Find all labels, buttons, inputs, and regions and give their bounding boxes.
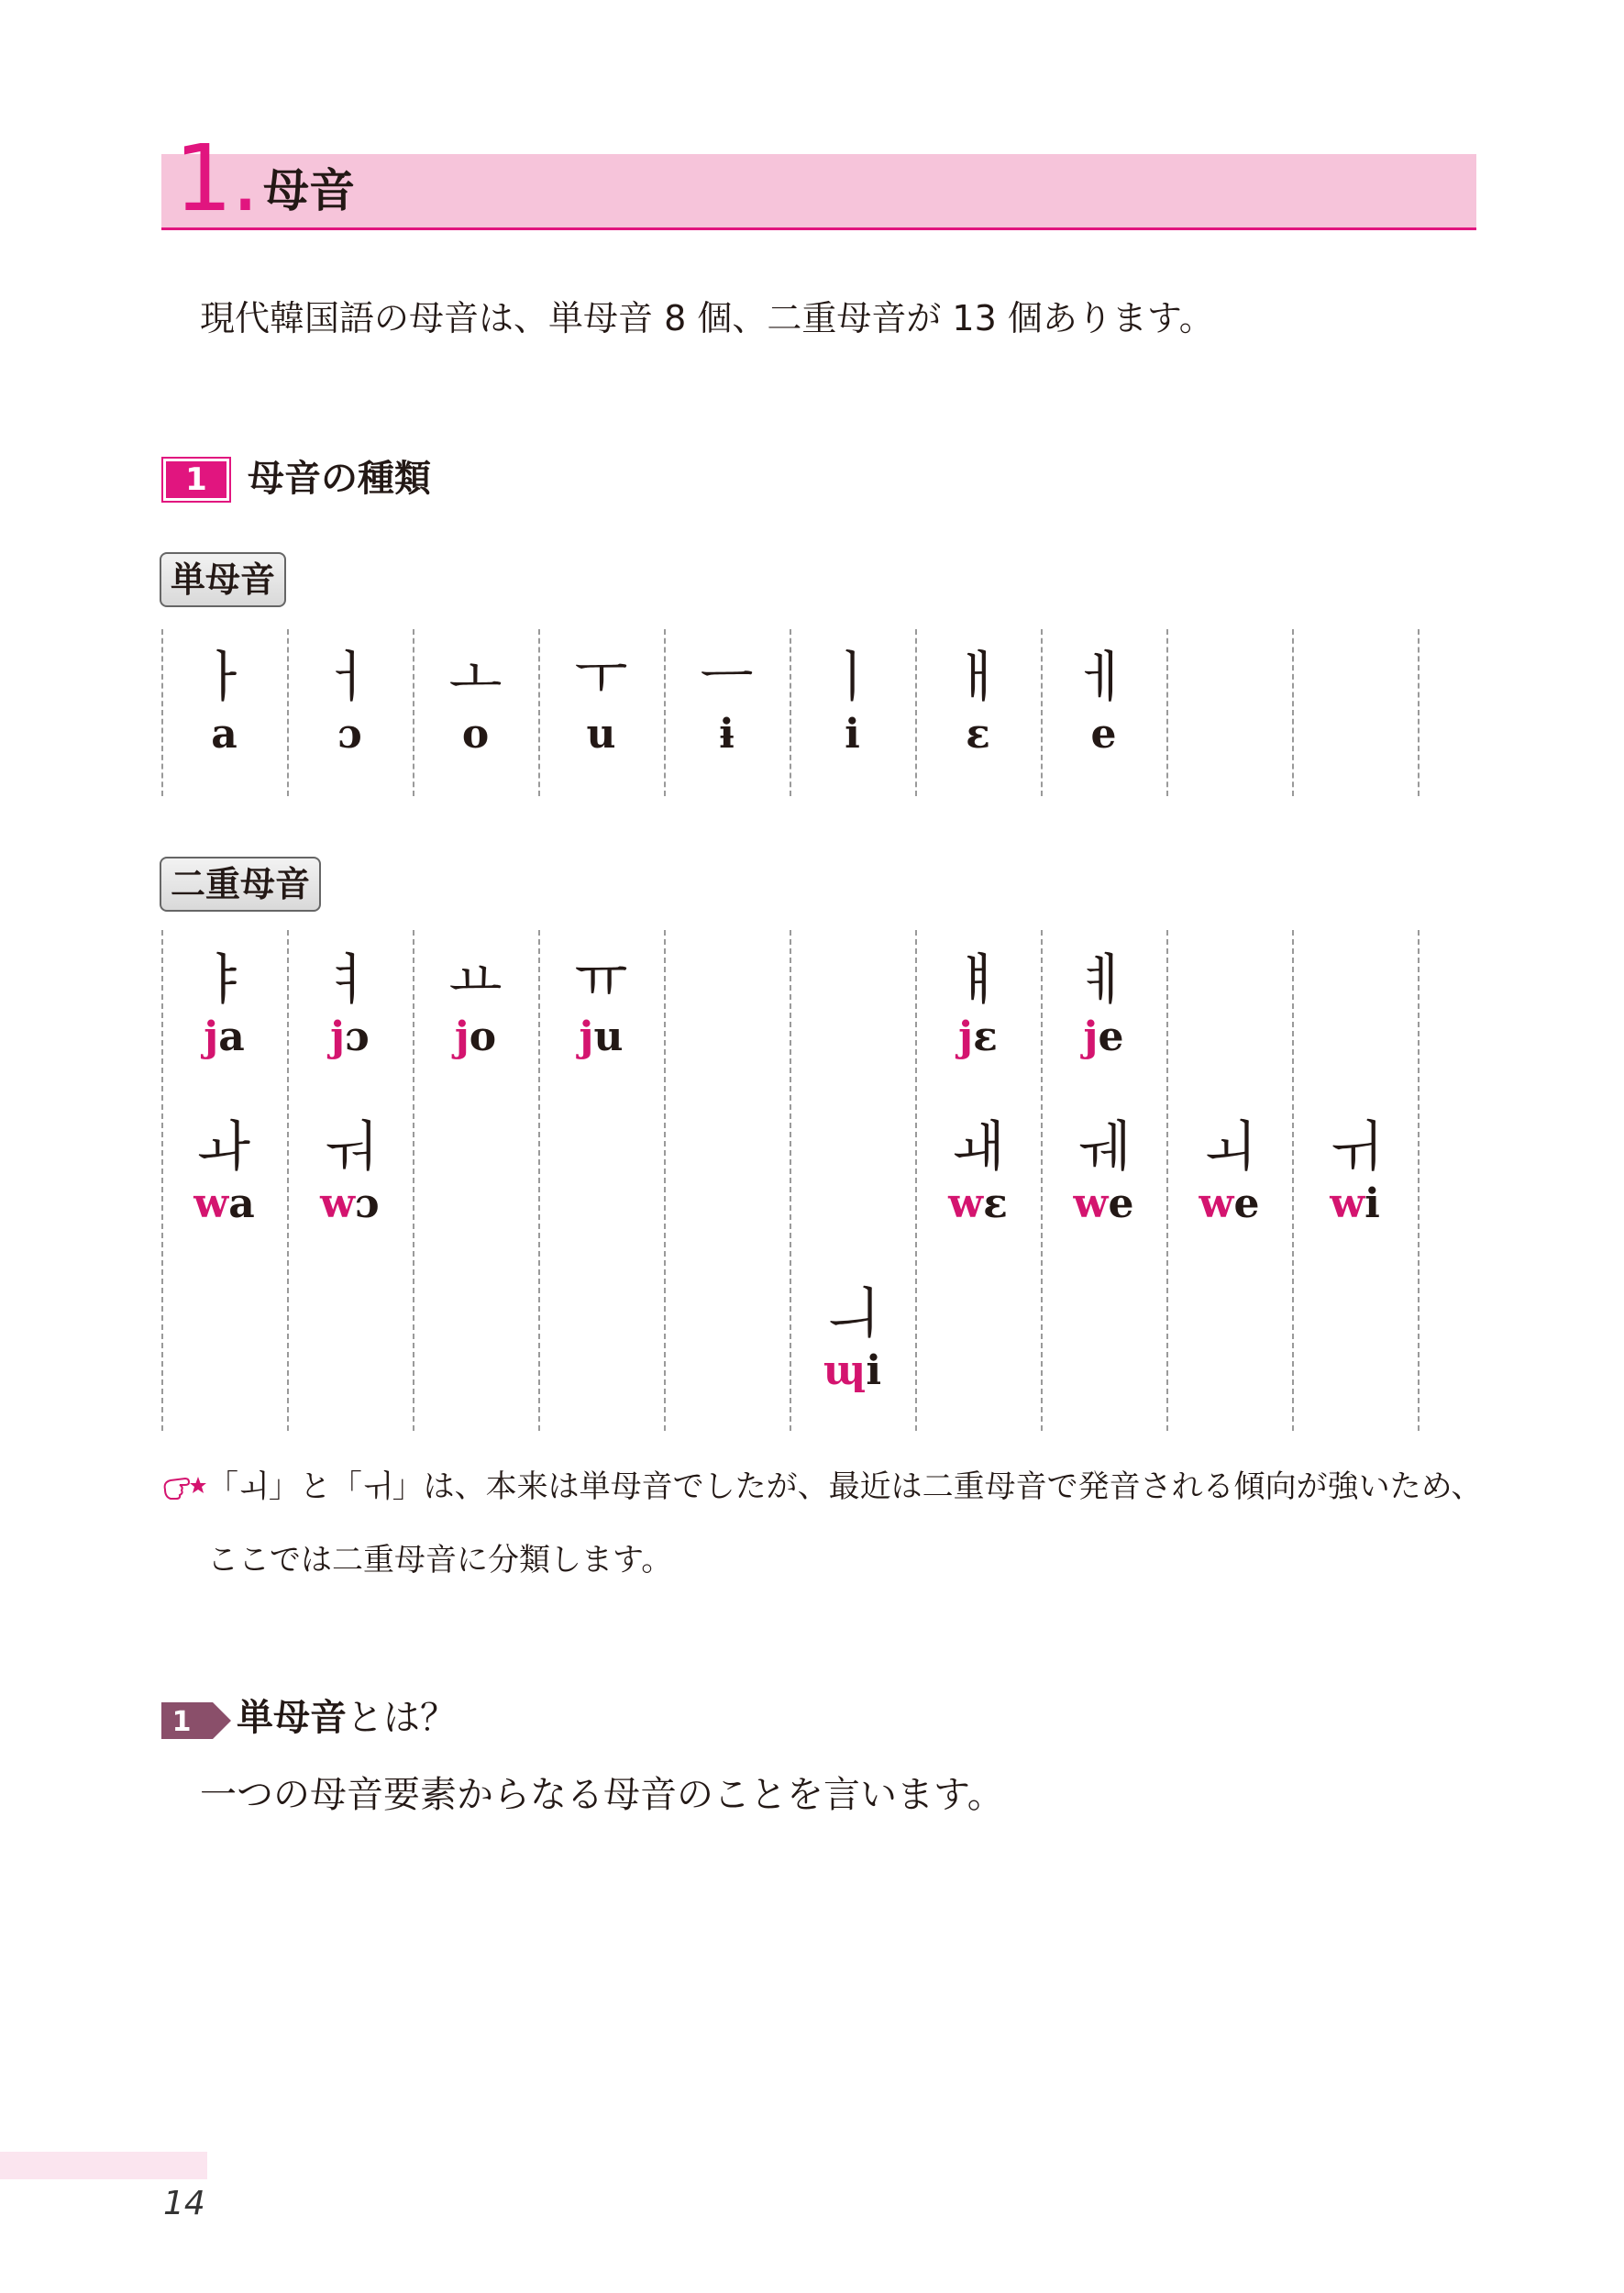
- hangul-letter: ㅢ: [825, 1282, 879, 1346]
- romanization: [161, 1180, 287, 1229]
- note-line-2: ここでは二重母音に分類します。: [207, 1542, 673, 1579]
- romanization: [538, 1013, 664, 1062]
- glide: j: [958, 1014, 974, 1060]
- glide: j: [454, 1014, 470, 1060]
- vowel: i: [1364, 1180, 1380, 1227]
- romanization: [1292, 1180, 1418, 1229]
- monophthong-cell: [287, 646, 413, 759]
- glide: w: [193, 1180, 229, 1227]
- grid-divider: [1418, 629, 1420, 796]
- romanization: [161, 1013, 287, 1062]
- romanization: [790, 1346, 915, 1396]
- vowel: ɔ: [345, 1014, 370, 1060]
- monophthong-cell: [161, 646, 287, 759]
- diphthong-cell: [161, 948, 287, 1062]
- footer-band: [0, 2152, 207, 2179]
- hangul-letter: ㅒ: [951, 948, 1005, 1013]
- hangul-letter: ㅘ: [197, 1115, 251, 1180]
- vowel: ɛ: [983, 1180, 1008, 1227]
- monophthong-cell: [790, 646, 915, 759]
- diphthong-cell: [915, 948, 1041, 1062]
- grid-divider: [1418, 930, 1420, 1431]
- romanization: i: [845, 711, 860, 758]
- romanization: [1041, 1013, 1166, 1062]
- diphthong-cell: [1166, 1115, 1292, 1229]
- monophthong-cell: [915, 646, 1041, 759]
- romanization: [915, 1013, 1041, 1062]
- vowel: o: [469, 1014, 497, 1060]
- diphthong-cell: [538, 948, 664, 1062]
- section-number-badge: 1: [161, 457, 231, 503]
- grid-divider: [1166, 629, 1168, 796]
- hangul-letter: ㅞ: [1077, 1115, 1131, 1180]
- pointing-hand-icon: [161, 1469, 207, 1506]
- vowel: e: [1108, 1180, 1134, 1227]
- romanization: [915, 1180, 1041, 1229]
- hangul-letter: ㅔ: [1077, 646, 1131, 710]
- point-title-bold: 単母音: [237, 1697, 347, 1739]
- hangul-letter: ㅣ: [825, 646, 879, 710]
- romanization: ɛ: [966, 711, 990, 758]
- glide: w: [948, 1180, 984, 1227]
- hangul-letter: ㅓ: [323, 646, 377, 710]
- vowel: i: [866, 1347, 882, 1394]
- glide: w: [1073, 1180, 1109, 1227]
- romanization: [413, 1013, 538, 1062]
- grid-divider: [1292, 629, 1294, 796]
- glide: w: [1199, 1180, 1234, 1227]
- hangul-letter: ㅗ: [448, 646, 503, 710]
- hangul-letter: ㅐ: [951, 646, 1005, 710]
- section-title: 母音の種類: [248, 458, 431, 500]
- glide: j: [579, 1014, 594, 1060]
- hangul-letter: ㅠ: [574, 948, 628, 1013]
- glide: w: [1330, 1180, 1365, 1227]
- hangul-letter: ㅏ: [197, 646, 251, 710]
- hangul-letter: ㅟ: [1328, 1115, 1382, 1180]
- diphthong-cell: [1041, 1115, 1166, 1229]
- diphthong-cell: [287, 948, 413, 1062]
- monophthong-cell: [1041, 646, 1166, 759]
- vowel: a: [218, 1014, 245, 1060]
- diphthong-label: 二重母音: [160, 857, 321, 912]
- glide: ɰ: [823, 1347, 867, 1394]
- diphthong-cell: [287, 1115, 413, 1229]
- hangul-letter: ㅙ: [951, 1115, 1005, 1180]
- hangul-letter: ㅑ: [197, 948, 251, 1013]
- page-number: 14: [163, 2185, 205, 2222]
- hangul-letter: ㅖ: [1077, 948, 1131, 1013]
- romanization: e: [1090, 711, 1117, 758]
- glide: j: [204, 1014, 219, 1060]
- romanization: ɨ: [719, 711, 735, 758]
- intro-text: 現代韓国語の母音は、単母音 8 個、二重母音が 13 個あります。: [200, 298, 1214, 338]
- diphthong-cell: [790, 1282, 915, 1396]
- diphthong-cell: [161, 1115, 287, 1229]
- vowel: a: [228, 1180, 255, 1227]
- romanization: u: [586, 711, 616, 758]
- romanization: a: [211, 711, 238, 758]
- point-number-badge: [161, 1702, 231, 1739]
- diphthong-cell: [1292, 1115, 1418, 1229]
- hangul-letter: ㅝ: [323, 1115, 377, 1180]
- monophthong-cell: [413, 646, 538, 759]
- hangul-letter: ㅜ: [574, 646, 628, 710]
- hangul-letter: ㅡ: [700, 646, 754, 710]
- point-title-rest: とは？: [347, 1697, 457, 1739]
- point-number: 1: [171, 1706, 192, 1738]
- diphthong-cell: [413, 948, 538, 1062]
- vowel: ɛ: [973, 1014, 998, 1060]
- glide: w: [320, 1180, 356, 1227]
- hangul-letter: ㅕ: [323, 948, 377, 1013]
- romanization: [287, 1013, 413, 1062]
- chapter-header-band: [161, 154, 1476, 230]
- point-title: [237, 1693, 457, 1743]
- vowel: u: [593, 1014, 624, 1060]
- monophthong-cell: [538, 646, 664, 759]
- romanization: o: [461, 711, 490, 758]
- chapter-title: 母音: [263, 164, 355, 217]
- monophthong-label: 単母音: [160, 552, 286, 607]
- romanization: [1166, 1180, 1292, 1229]
- vowel: ɔ: [355, 1180, 380, 1227]
- diphthong-cell: [915, 1115, 1041, 1229]
- grid-divider: [664, 930, 666, 1431]
- romanization: [287, 1180, 413, 1229]
- diphthong-cell: [1041, 948, 1166, 1062]
- vowel: e: [1233, 1180, 1260, 1227]
- hangul-letter: ㅛ: [448, 948, 503, 1013]
- chapter-number: 1.: [174, 125, 259, 232]
- note-line-1: 「ㅚ」と「ㅟ」は、本来は単母音でしたが、最近は二重母音で発音される傾向が強いため、: [207, 1468, 1483, 1505]
- glide: j: [330, 1014, 346, 1060]
- romanization: ɔ: [337, 711, 362, 758]
- romanization: [1041, 1180, 1166, 1229]
- glide: j: [1083, 1014, 1099, 1060]
- vowel: e: [1098, 1014, 1124, 1060]
- monophthong-cell: [664, 646, 790, 759]
- hangul-letter: ㅚ: [1202, 1115, 1256, 1180]
- point-text: 一つの母音要素からなる母音のことを言います。: [200, 1774, 1004, 1816]
